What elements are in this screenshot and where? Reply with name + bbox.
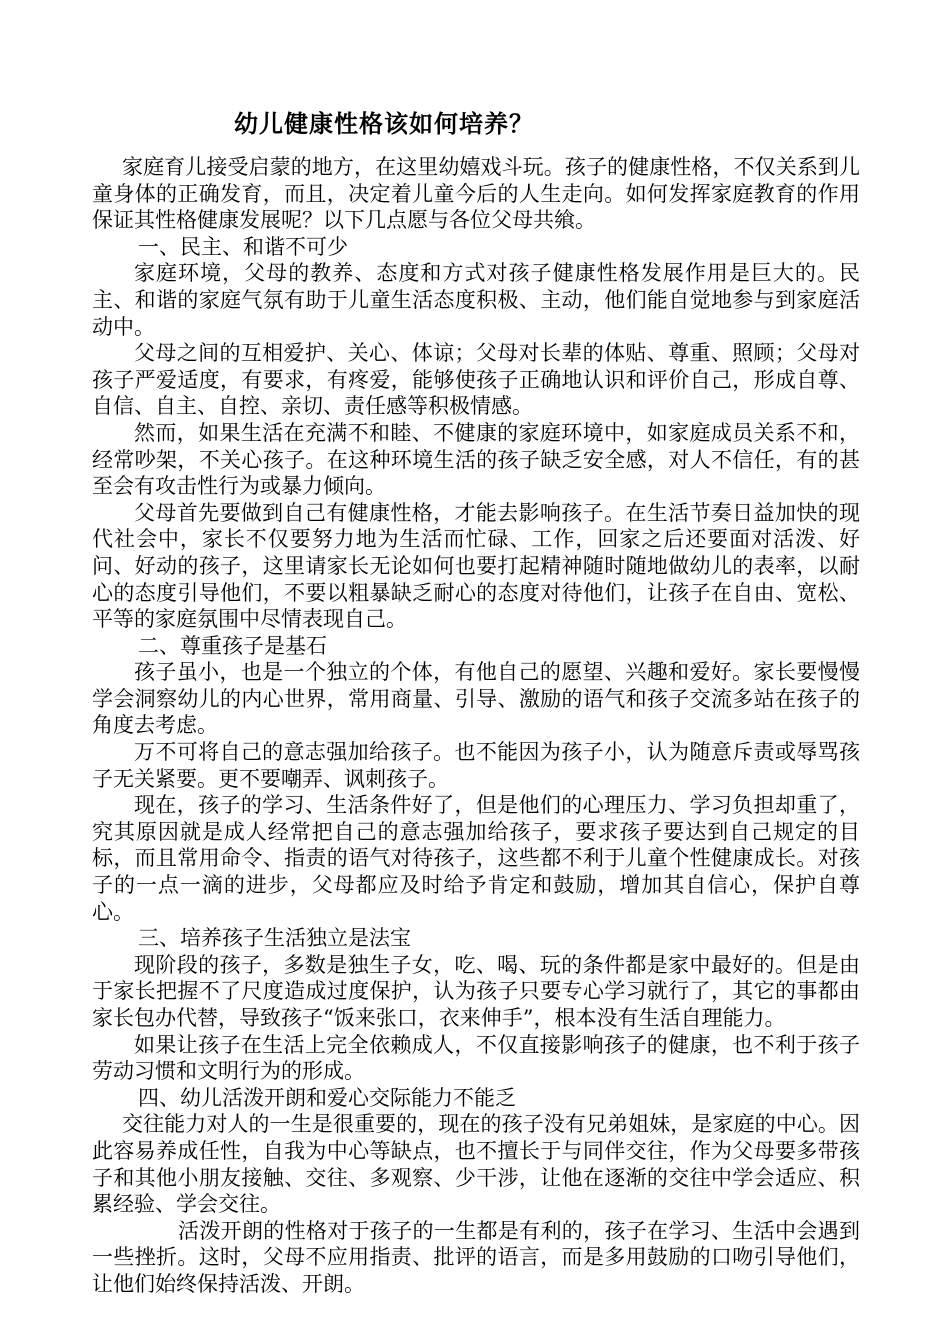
- document-title: 幼儿健康性格该如何培养？: [234, 109, 534, 138]
- body-paragraph: 活泼开朗的性格对于孩子的一生都是有利的，孩子在学习、生活中会遇到一些挫折。这时，父母不应用指责、批评的语言，而是多用鼓励的口吻引导他们，让他们始终保持活泼、开朗。: [92, 1218, 860, 1296]
- body-paragraph: 如果让孩子在生活上完全依赖成人，不仅直接影响孩子的健康，也不利于孩子劳动习惯和文明行为的形成。: [92, 1032, 860, 1084]
- body-paragraph: 现阶段的孩子，多数是独生子女，吃、喝、玩的条件都是家中最好的。但是由于家长把握不了尺度造成过度保护，认为孩子只要专心学习就行了，其它的事都由家长包办代替，导致孩子“饭来张口，衣来伸手”，根本没有生活自理能力。: [92, 952, 860, 1030]
- section-heading: 二、尊重孩子是基石: [138, 633, 327, 658]
- section-heading: 三、培养孩子生活独立是法宝: [138, 926, 411, 951]
- body-paragraph: 父母之间的互相爱护、关心、体谅；父母对长辈的体贴、尊重、照顾；父母对孩子严爱适度，有要求，有疼爱，能够使孩子正确地认识和评价自己，形成自尊、自信、自主、自控、亲切、责任感等积极情感。: [92, 341, 860, 419]
- body-paragraph: 父母首先要做到自己有健康性格，才能去影响孩子。在生活节奏日益加快的现代社会中，家长不仅要努力地为生活而忙碌、工作，回家之后还要面对活泼、好问、好动的孩子，这里请家长无论如何也要打起精神随时随地做幼儿的表率，以耐心的态度引导他们，不要以粗暴缺乏耐心的态度对待他们，让孩子在自由、宽松、平等的家庭氛围中尽情表现自己。: [92, 500, 860, 632]
- body-paragraph: 家庭环境，父母的教养、态度和方式对孩子健康性格发展作用是巨大的。民主、和谐的家庭气氛有助于儿童生活态度积极、主动，他们能自觉地参与到家庭活动中。: [92, 261, 860, 339]
- section-heading: 一、民主、和谐不可少: [138, 234, 348, 259]
- body-paragraph: 现在，孩子的学习、生活条件好了，但是他们的心理压力、学习负担却重了，究其原因就是成人经常把自己的意志强加给孩子，要求孩子要达到自己规定的目标，而且常用命令、指责的语气对待孩子，这些都不利于儿童个性健康成长。对孩子的一点一滴的进步，父母都应及时给予肯定和鼓励，增加其自信心，保护自尊心。: [92, 793, 860, 924]
- body-paragraph: 家庭育儿接受启蒙的地方，在这里幼嬉戏斗玩。孩子的健康性格，不仅关系到儿童身体的正确发育，而且，决定着儿童今后的人生走向。如何发挥家庭教育的作用保证其性格健康发展呢？以下几点愿与各位父母共飨。: [92, 155, 860, 233]
- body-paragraph: 万不可将自己的意志强加给孩子。也不能因为孩子小，认为随意斥责或辱骂孩子无关紧要。更不要嘲弄、讽刺孩子。: [92, 740, 860, 791]
- document-body: [92, 154, 860, 1298]
- body-paragraph: 孩子虽小，也是一个独立的个体，有他自己的愿望、兴趣和爱好。家长要慢慢学会洞察幼儿的内心世界，常用商量、引导、激励的语气和孩子交流多站在孩子的角度去考虑。: [92, 660, 860, 738]
- body-paragraph: 交往能力对人的一生是很重要的，现在的孩子没有兄弟姐妹，是家庭的中心。因此容易养成任性，自我为中心等缺点，也不擅长于与同伴交往，作为父母要多带孩子和其他小朋友接触、交往、多观察、少干涉，让他在逐渐的交往中学会适应、积累经验、学会交往。: [92, 1112, 860, 1217]
- document-page: [92, 106, 860, 1298]
- section-heading: 四、幼儿活泼开朗和爱心交际能力不能乏: [138, 1085, 516, 1110]
- body-paragraph: 然而，如果生活在充满不和睦、不健康的家庭环境中，如家庭成员关系不和，经常吵架，不关心孩子。在这种环境生活的孩子缺乏安全感，对人不信任，有的甚至会有攻击性行为或暴力倾向。: [92, 420, 860, 499]
